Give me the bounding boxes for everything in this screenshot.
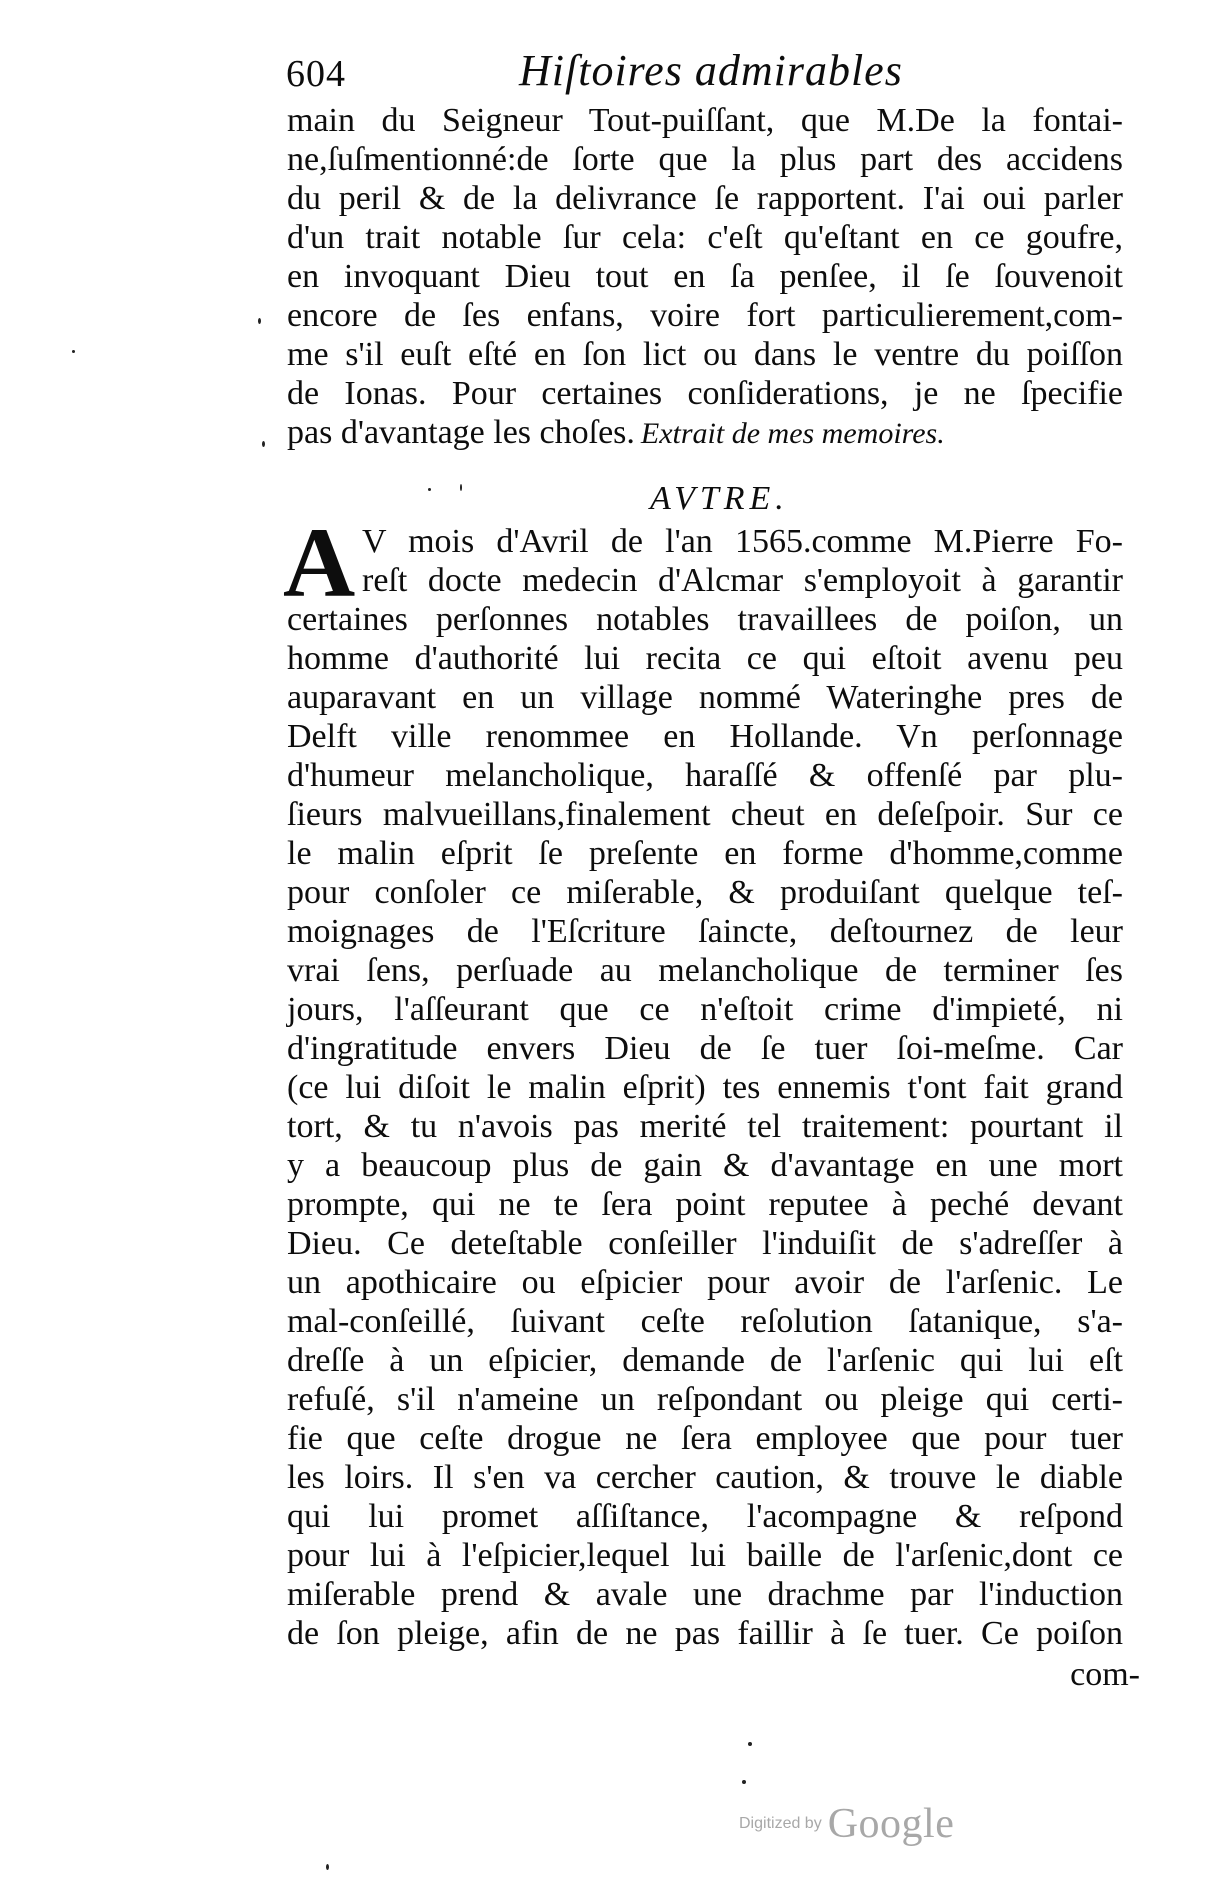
source-note: Extrait de mes memoires. [640, 417, 945, 450]
ink-speck [326, 1864, 329, 1870]
watermark-prefix: Digitized by [739, 1815, 822, 1832]
section-heading: AVTRE. [650, 480, 789, 517]
ink-speck [258, 318, 261, 324]
text-line: Delft ville renommee en Hollande. Vn perſonnage [287, 718, 1123, 755]
running-title: Hiſtoires admirables [519, 46, 903, 95]
text-line: Dieu. Ce deteſtable conſeiller l'induiſit de s'adreſſer à [287, 1225, 1123, 1262]
text-line: refuſé, s'il n'ameine un reſpondant ou pleige qui certi- [287, 1381, 1123, 1418]
text-line: prompte, qui ne te ſera point reputee à peché devant [287, 1186, 1123, 1223]
text-line: un apothicaire ou eſpicier pour avoir de l'arſenic. Le [287, 1264, 1123, 1301]
text-line: V mois d'Avril de l'an 1565.comme M.Pierre Fo- [362, 523, 1123, 560]
text-line: vrai ſens, perſuade au melancholique de terminer ſes [287, 952, 1123, 989]
text-line: miſerable prend & avale une drachme par l'induction [287, 1576, 1123, 1613]
text-line: (ce lui diſoit le malin eſprit) tes ennemis t'ont fait grand [287, 1069, 1123, 1106]
text-line: d'humeur melancholique, haraſſé & offenſé par plu- [287, 757, 1123, 794]
section-body [287, 522, 1123, 1653]
text-line: de Ionas. Pour certaines conſiderations, je ne ſpecifie [287, 375, 1123, 412]
text-line: le malin eſprit ſe preſente en forme d'homme,comme [287, 835, 1123, 872]
ink-speck [262, 441, 265, 447]
text-line: pour conſoler ce miſerable, & produiſant quelque teſ- [287, 874, 1123, 911]
text-line: homme d'authorité lui recita ce qui eſtoit avenu peu [287, 640, 1123, 677]
text-line: ne,ſuſmentionné:de ſorte que la plus part des accidens [287, 141, 1123, 178]
closing-line [287, 413, 1123, 452]
ink-speck [428, 488, 431, 491]
text-line: moignages de l'Eſcriture ſaincte, deſtournez de leur [287, 913, 1123, 950]
text-line: reſt docte medecin d'Alcmar s'employoit à garantir [362, 562, 1123, 599]
text-line: de ſon pleige, afin de ne pas faillir à ſe tuer. Ce poiſon [287, 1615, 1123, 1652]
ink-speck [742, 1780, 746, 1784]
ink-speck [72, 350, 75, 353]
text-line: qui lui promet aſſiſtance, l'acompagne & reſpond [287, 1498, 1123, 1535]
text-line: d'un trait notable ſur cela: c'eſt qu'eſtant en ce goufre, [287, 219, 1123, 256]
text-line: mal-conſeillé, ſuivant ceſte reſolution ſatanique, s'a- [287, 1303, 1123, 1340]
text-line: dreſſe à un eſpicier, demande de l'arſenic qui lui eſt [287, 1342, 1123, 1379]
text-line: tort, & tu n'avois pas merité tel traitement: pourtant il [287, 1108, 1123, 1145]
text-line: y a beaucoup plus de gain & d'avantage en une mort [287, 1147, 1123, 1184]
text-line: fie que ceſte drogue ne ſera employee que pour tuer [287, 1420, 1123, 1457]
text-line: me s'il euſt eſté en ſon lict ou dans le ventre du poiſſon [287, 336, 1123, 373]
closing-text: pas d'avantage les choſes. [287, 414, 635, 451]
text-line: d'ingratitude envers Dieu de ſe tuer ſoi-meſme. Car [287, 1030, 1123, 1067]
text-line: main du Seigneur Tout-puiſſant, que M.De la fontai- [287, 102, 1123, 139]
text-line: ſieurs malvueillans,finalement cheut en deſeſpoir. Sur ce [287, 796, 1123, 833]
text-line: du peril & de la delivrance ſe rapportent. I'ai oui parler [287, 180, 1123, 217]
drop-cap: A [283, 507, 356, 618]
ink-speck [748, 1742, 752, 1746]
text-line: en invoquant Dieu tout en ſa penſee, il ſe ſouvenoit [287, 258, 1123, 295]
text-line: pour lui à l'eſpicier,lequel lui baille de l'arſenic,dont ce [287, 1537, 1123, 1574]
text-line: les loirs. Il s'en va cercher caution, & trouve le diable [287, 1459, 1123, 1496]
text-line: encore de ſes enfans, voire fort particulierement,com- [287, 297, 1123, 334]
digitization-watermark [739, 1800, 954, 1848]
google-logo: Google [827, 1801, 955, 1847]
previous-passage [287, 101, 1123, 452]
text-line: jours, l'aſſeurant que ce n'eſtoit crime d'impieté, ni [287, 991, 1123, 1028]
ink-speck [460, 484, 462, 491]
catchword: com- [1070, 1656, 1140, 1693]
text-line: certaines perſonnes notables travaillees de poiſon, un [287, 601, 1123, 638]
text-line: auparavant en un village nommé Wateringhe pres de [287, 679, 1123, 716]
page-number: 604 [286, 53, 346, 95]
